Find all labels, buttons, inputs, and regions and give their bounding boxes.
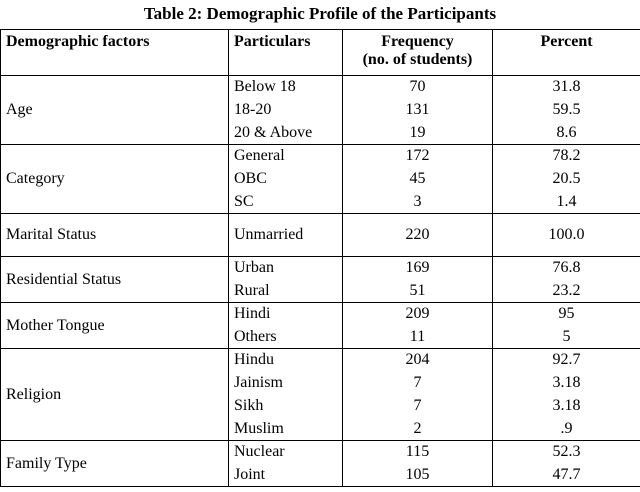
factor-cell: Residential Status [1, 257, 229, 303]
particular-cell: 18-20 [229, 99, 343, 122]
percent-cell: 31.8 [493, 76, 640, 99]
frequency-cell: 204 [343, 349, 493, 372]
header-particulars: Particulars [229, 30, 343, 76]
particular-cell: Nuclear [229, 441, 343, 464]
table-row [1, 145, 640, 168]
table-row [1, 76, 640, 99]
frequency-cell: 3 [343, 191, 493, 214]
particular-cell: Hindu [229, 349, 343, 372]
frequency-cell: 45 [343, 168, 493, 191]
frequency-cell: 115 [343, 441, 493, 464]
table-header [1, 30, 640, 76]
table-title: Table 2: Demographic Profile of the Participants [143, 4, 497, 23]
percent-cell: 23.2 [493, 280, 640, 303]
particular-cell: OBC [229, 168, 343, 191]
particular-cell: Below 18 [229, 76, 343, 99]
percent-cell: 59.5 [493, 99, 640, 122]
frequency-cell: 169 [343, 257, 493, 280]
particular-cell: Hindi [229, 303, 343, 326]
frequency-cell: 2 [343, 418, 493, 441]
demographics-table [0, 29, 640, 487]
header-demographic-factors: Demographic factors [1, 30, 229, 76]
particular-cell: Joint [229, 464, 343, 487]
frequency-cell: 131 [343, 99, 493, 122]
particular-cell: General [229, 145, 343, 168]
percent-cell: 20.5 [493, 168, 640, 191]
header-row [1, 30, 640, 76]
percent-cell: 92.7 [493, 349, 640, 372]
group-residential-status [1, 257, 640, 303]
factor-cell: Age [1, 76, 229, 145]
frequency-cell: 11 [343, 326, 493, 349]
frequency-cell: 19 [343, 122, 493, 145]
table-row [1, 349, 640, 372]
percent-cell: 76.8 [493, 257, 640, 280]
group-age [1, 76, 640, 145]
particular-cell: Muslim [229, 418, 343, 441]
frequency-cell: 51 [343, 280, 493, 303]
factor-cell: Religion [1, 349, 229, 441]
frequency-cell: 105 [343, 464, 493, 487]
particular-cell: Others [229, 326, 343, 349]
percent-cell: 47.7 [493, 464, 640, 487]
particular-cell: 20 & Above [229, 122, 343, 145]
particular-cell: Urban [229, 257, 343, 280]
group-family-type [1, 441, 640, 487]
percent-cell: 100.0 [493, 214, 640, 257]
percent-cell: .9 [493, 418, 640, 441]
header-frequency [343, 30, 493, 76]
factor-cell: Mother Tongue [1, 303, 229, 349]
table-row [1, 214, 640, 257]
table-row [1, 441, 640, 464]
factor-cell: Category [1, 145, 229, 214]
particular-cell: Sikh [229, 395, 343, 418]
group-marital-status [1, 214, 640, 257]
particular-cell: Rural [229, 280, 343, 303]
percent-cell: 95 [493, 303, 640, 326]
header-frequency-line2: (no. of students) [362, 51, 473, 68]
frequency-cell: 220 [343, 214, 493, 257]
percent-cell: 1.4 [493, 191, 640, 214]
frequency-cell: 7 [343, 395, 493, 418]
percent-cell: 78.2 [493, 145, 640, 168]
percent-cell: 3.18 [493, 395, 640, 418]
frequency-cell: 7 [343, 372, 493, 395]
frequency-cell: 172 [343, 145, 493, 168]
particular-cell: Unmarried [229, 214, 343, 257]
particular-cell: SC [229, 191, 343, 214]
table-row [1, 303, 640, 326]
frequency-cell: 70 [343, 76, 493, 99]
percent-cell: 3.18 [493, 372, 640, 395]
particular-cell: Jainism [229, 372, 343, 395]
frequency-cell: 209 [343, 303, 493, 326]
percent-cell: 8.6 [493, 122, 640, 145]
table-row [1, 257, 640, 280]
group-mother-tongue [1, 303, 640, 349]
header-percent: Percent [493, 30, 640, 76]
percent-cell: 5 [493, 326, 640, 349]
percent-cell: 52.3 [493, 441, 640, 464]
group-category [1, 145, 640, 214]
header-frequency-line1: Frequency [381, 33, 454, 50]
factor-cell: Family Type [1, 441, 229, 487]
group-religion [1, 349, 640, 441]
factor-cell: Marital Status [1, 214, 229, 257]
